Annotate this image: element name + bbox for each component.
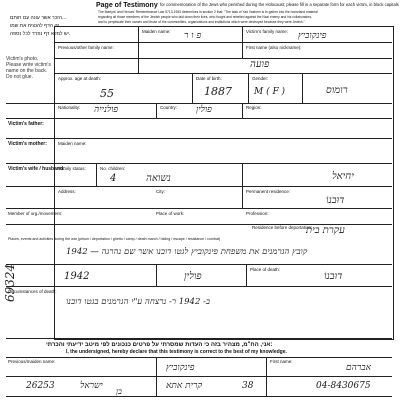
- wartime-events-label: Places, events and activities during the war (prison / deportation / ghetto / camp / death march / hiding / escape / resistance / combat): [8, 237, 221, 241]
- death-country-value: פולין: [184, 271, 202, 282]
- maiden-name-label: Maiden name:: [142, 29, 171, 34]
- testimony-page: [3, 2, 399, 398]
- hebrew-header-3: יש למלא דף נפרד לכל נספה.: [10, 31, 71, 37]
- date-of-birth-value: 1887: [204, 85, 232, 98]
- first-name-value: פועה: [250, 59, 270, 70]
- family-status-value: נשואה: [146, 173, 171, 184]
- member-org-label: Member of org./movement:: [8, 211, 63, 216]
- address-label: Address:: [58, 189, 76, 194]
- archive-side-number: 69324: [3, 263, 17, 302]
- hebrew-header-1: הזכר אשר עונה עם חותם...: [10, 15, 67, 21]
- victims-father-label: Victim's father:: [8, 121, 44, 127]
- victim-family-name-label: Victim's family name:: [246, 29, 289, 34]
- form-subtitle: for commemoration of the Jews who perished during the Holocaust; please fill in a separate form for each victim, in block capitals: [160, 2, 399, 7]
- wartime-events-value: 1942 — קובץ הגרמנים את משפחת פינקוביץ לגטו דובנו אשר שם נהרגה: [66, 247, 308, 257]
- place-of-death-label: Place of death:: [250, 267, 281, 272]
- submitter-relationship-value: בן: [116, 387, 122, 396]
- victim-family-name-value: פינקוביץ: [298, 31, 327, 41]
- submitter-first-name-label: First name:: [270, 359, 293, 364]
- no-children-label: No. children:: [100, 166, 126, 171]
- place-of-death-value: דוּבנוֹ: [324, 271, 343, 282]
- victims-mother-label: Victim's mother:: [8, 141, 47, 147]
- submitter-zip-value: 26253: [26, 381, 55, 391]
- circumstances-label: Circumstances of death:: [8, 289, 57, 294]
- profession-value: עקרת בית: [306, 225, 345, 236]
- spouse-label: Victim's wife / husband:: [8, 166, 65, 172]
- spouse-first-name-value: יחיאל: [332, 171, 354, 182]
- residence-before-deportation-label: Residence before deportation:: [252, 225, 313, 230]
- previous-family-name-label: Previous/other family name:: [58, 45, 114, 50]
- first-name-label: First name (also nickname):: [246, 45, 302, 50]
- form-title: Page of Testimony: [96, 2, 158, 9]
- declaration-english: I, the undersigned, hereby declare that this testimony is correct to the best of my knowledge.: [66, 349, 287, 355]
- submitter-phone-value: 04-8430675: [316, 381, 371, 391]
- date-of-birth-label: Date of birth:: [196, 76, 222, 81]
- permanent-residence-value: דוּבנוֹ: [326, 195, 345, 206]
- profession-label: Profession:: [246, 211, 269, 216]
- submitter-house-number-value: 38: [242, 381, 254, 391]
- circumstances-value: ב- 1942 ר- נרצחה ע"י הגרמנים בגטו דובנו: [66, 297, 211, 307]
- date-of-death-value: 1942: [64, 271, 90, 282]
- photo-instructions: Victim's photo. Please write victim's name on the back. Do not glue.: [6, 56, 51, 80]
- declaration-hebrew: אני, הח"מ, מצהיר בזה כי העדות שמסרתי על פרטים כנכונים לפי מיטב ידיעתי והכרתי:: [46, 342, 273, 348]
- country-label: Country:: [160, 105, 178, 110]
- gender-value: M ( F ): [254, 87, 286, 97]
- nationality-label: Nationality:: [58, 105, 81, 110]
- family-status-label: Family status:: [58, 166, 86, 171]
- city-label: City:: [156, 189, 165, 194]
- hebrew-header-2: זה הדף להנציח את שמו.: [10, 23, 61, 29]
- submitter-family-name-value: פינקוביץ: [166, 363, 195, 373]
- permanent-residence-label: Permanent residence:: [246, 189, 291, 194]
- country-value: פולין: [196, 105, 212, 115]
- region-label: Region:: [246, 105, 262, 110]
- place-of-work-label: Place of work:: [156, 211, 185, 216]
- gender-label: Gender:: [252, 76, 269, 81]
- submitter-family-name-label: Previous/maiden name:: [8, 359, 56, 364]
- law-text-2: regarding all those members of the Jewish people who laid down their lives, who fought and rebelled against the Nazi enemy and his collaborators,: [98, 15, 313, 19]
- place-of-birth-value: רומוס: [326, 85, 348, 96]
- submitter-country-value: ישראל: [80, 381, 103, 391]
- maiden-name-value: פ ו ר: [184, 31, 202, 41]
- submitter-city-value: קרית אתא: [166, 381, 203, 391]
- law-text-1: The Martyrs' and Heroes' Remembrance Law 5713-1953 determines in section 2 that: "The task of Yad Vashem is to gather into the homeland material: [98, 10, 318, 14]
- no-children-value: 4: [110, 173, 117, 184]
- approx-age-value: 55: [100, 87, 114, 100]
- nationality-value: פולנייה: [94, 105, 119, 115]
- law-text-3: and to perpetuate their names and those of the communities, organizations and institutions which were destroyed because they were Jewish.": [98, 20, 305, 24]
- approx-age-label: Approx. age at death:: [58, 76, 102, 81]
- mother-maiden-name-label: Maiden name:: [58, 141, 87, 146]
- submitter-first-name-value: אברהם: [346, 363, 372, 373]
